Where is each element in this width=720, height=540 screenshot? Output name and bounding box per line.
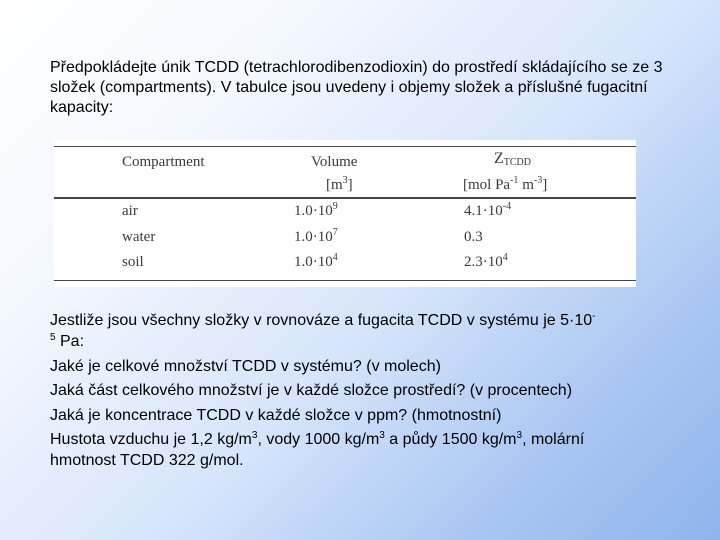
table-header-rule xyxy=(54,197,636,199)
molar-mass-statement: hmotnost TCDD 322 g/mol. xyxy=(50,452,244,469)
question-concentration-ppm: Jaká je koncentrace TCDD v každé složce v ppm? (hmotnostní) xyxy=(50,406,502,424)
header-z-tcdd: $Z_{TCDD}$ xyxy=(494,150,532,168)
header-volume: Volume xyxy=(311,154,358,170)
header-volume-unit: $[m^3]$ xyxy=(326,175,353,193)
row-water-name: water xyxy=(122,229,156,245)
intro-paragraph: Předpokládejte únik TCDD (tetrachlorodibenzodioxin) do prostředí skládajícího se ze 3 složek (compartments). V tabulce jsou uvedeny i objemy složek a příslušné fugacitní kapacity: xyxy=(50,59,663,116)
row-soil-z: $2.3\cdot 10^4$ xyxy=(464,252,508,270)
questions-block xyxy=(50,310,680,471)
table-bottom-rule xyxy=(54,280,636,281)
header-compartment: Compartment xyxy=(122,154,205,170)
header-z-unit: [mol $Pa^{-1}$ $m^{-3}$] xyxy=(463,175,548,193)
row-water-z: 0.3 xyxy=(464,229,483,245)
row-soil-volume: $1.0\cdot 10^4$ xyxy=(294,252,338,270)
row-soil-name: soil xyxy=(122,254,144,270)
table-top-rule xyxy=(54,146,636,147)
question-total-amount: Jaké je celkové množství TCDD v systému? (v molech) xyxy=(50,357,441,375)
row-air-z: $4.1\cdot 10^{-4}$ xyxy=(464,201,512,219)
row-air-volume: $1.0\cdot 10^9$ xyxy=(294,201,338,219)
row-air-name: air xyxy=(122,203,138,219)
densities-statement: Hustota vzduchu je 1,2 $kg/m^3$, vody 1000 $kg/m^3$ a půdy 1500 $kg/m^3$, molární xyxy=(50,430,585,448)
equilibrium-statement: Jestliže jsou všechny složky v rovnováze a fugacita TCDD v systému je 5·10- $^5$ Pa: xyxy=(50,311,596,350)
question-fraction-per-compartment: Jaká část celkového množství je v každé složce prostředí? (v procentech) xyxy=(50,382,573,399)
compartment-table xyxy=(54,140,636,287)
row-water-volume: $1.0\cdot 10^7$ xyxy=(294,227,338,245)
